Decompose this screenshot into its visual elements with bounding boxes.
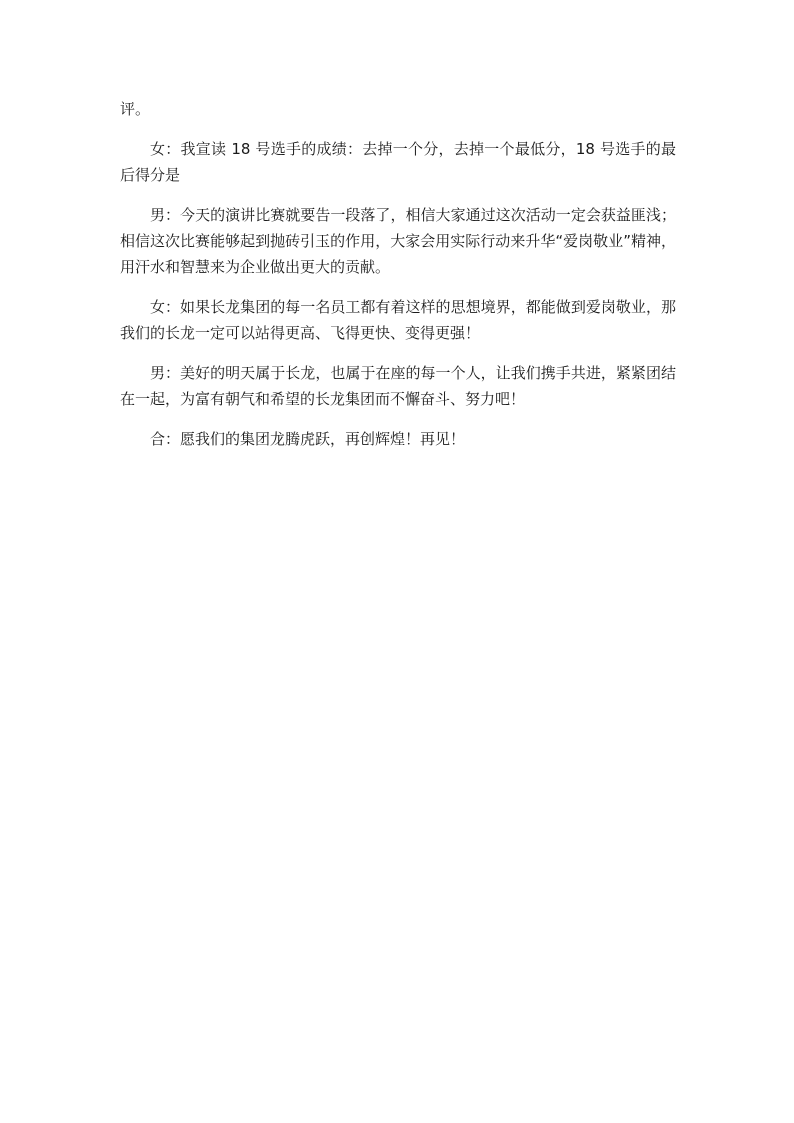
paragraph-together-farewell: 合：愿我们的集团龙腾虎跃，再创辉煌！再见！ <box>150 430 466 448</box>
paragraph-male-future: 男：美好的明天属于长龙，也属于在座的每一个人，让我们携手共进，紧紧团结在一起，为富有朝气和希望的长龙集团而不懈奋斗、努力吧！ <box>120 364 676 408</box>
document-page <box>120 96 676 466</box>
paragraph-male-closing: 男：今天的演讲比赛就要告一段落了，相信大家通过这次活动一定会获益匪浅；相信这次比赛能够起到抛砖引玉的作用，大家会用实际行动来升华“爱岗敬业”精神，用汗水和智慧来为企业做出更大的贡献。 <box>120 206 676 276</box>
paragraph-continuation: 评。 <box>120 100 151 118</box>
paragraph-female-group: 女：如果长龙集团的每一名员工都有着这样的思想境界，都能做到爱岗敬业，那我们的长龙一定可以站得更高、飞得更快、变得更强！ <box>120 298 676 342</box>
paragraph-female-score: 女：我宣读 18 号选手的成绩：去掉一个分，去掉一个最低分，18 号选手的最后得分是 <box>120 140 676 184</box>
